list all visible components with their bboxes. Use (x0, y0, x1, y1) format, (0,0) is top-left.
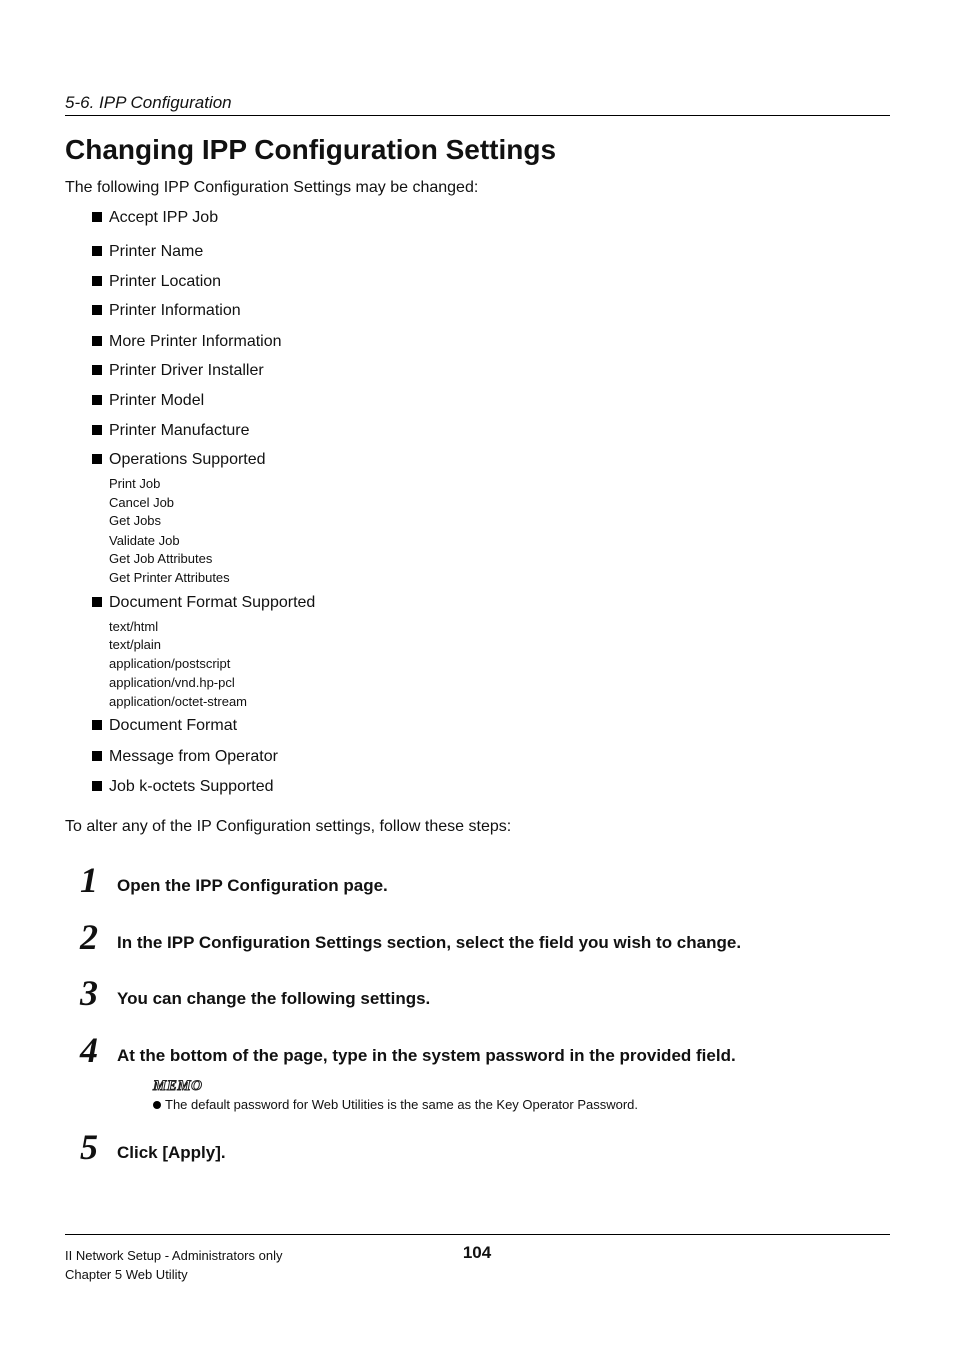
list-item: Printer Information (92, 301, 241, 321)
list-item: Printer Name (92, 242, 203, 262)
list-item: Job k-octets Supported (92, 777, 274, 797)
step-text: At the bottom of the page, type in the system password in the provided field. (117, 1046, 736, 1065)
footer-rule (65, 1234, 890, 1235)
sub-list-item: text/html (109, 619, 159, 634)
square-bullet-icon (92, 305, 102, 315)
memo-note: The default password for Web Utilities is the same as the Key Operator Password. (153, 1096, 638, 1113)
square-bullet-icon (92, 454, 102, 464)
step-number: 2 (80, 917, 98, 957)
step-text: Open the IPP Configuration page. (117, 876, 388, 895)
square-bullet-icon (92, 751, 102, 761)
step-number: 3 (80, 973, 98, 1013)
square-bullet-icon (92, 246, 102, 256)
sub-list-item: Get Job Attributes (109, 551, 213, 566)
footer-part-label: II Network Setup - Administrators only (65, 1248, 283, 1263)
sub-list-item: Print Job (109, 476, 161, 491)
section-header: 5-6. IPP Configuration (65, 93, 232, 112)
list-item: Accept IPP Job (92, 208, 218, 228)
list-item: Document Format Supported (92, 593, 315, 613)
square-bullet-icon (92, 276, 102, 286)
list-item: Message from Operator (92, 747, 278, 767)
step-text: You can change the following settings. (117, 989, 431, 1008)
step-number: 1 (80, 860, 98, 900)
list-item: Printer Manufacture (92, 421, 250, 441)
list-item: Printer Location (92, 272, 221, 292)
square-bullet-icon (92, 720, 102, 730)
sub-list-item: Validate Job (109, 533, 180, 548)
step-number: 5 (80, 1127, 98, 1167)
list-item: Printer Driver Installer (92, 361, 264, 381)
step-text: Click [Apply]. (117, 1143, 226, 1162)
square-bullet-icon (92, 425, 102, 435)
square-bullet-icon (92, 212, 102, 222)
square-bullet-icon (92, 395, 102, 405)
square-bullet-icon (92, 781, 102, 791)
footer-chapter-label: Chapter 5 Web Utility (65, 1267, 188, 1282)
intro-text: The following IPP Configuration Settings may be changed: (65, 179, 479, 196)
sub-list-item: application/octet-stream (109, 694, 248, 709)
square-bullet-icon (92, 336, 102, 346)
sub-list-item: application/vnd.hp-pcl (109, 675, 235, 690)
steps-intro: To alter any of the IP Configuration settings, follow these steps: (65, 818, 512, 835)
list-item: More Printer Information (92, 332, 282, 352)
page-number: 104 (462, 1243, 492, 1262)
square-bullet-icon (92, 365, 102, 375)
list-item: Operations Supported (92, 450, 266, 470)
step-text: In the IPP Configuration Settings section, select the field you wish to change. (117, 933, 742, 952)
header-rule (65, 115, 890, 116)
memo-label: MEMO (153, 1078, 203, 1094)
sub-list-item: Get Printer Attributes (109, 570, 230, 585)
sub-list-item: Get Jobs (109, 513, 162, 528)
sub-list-item: text/plain (109, 637, 162, 652)
square-bullet-icon (92, 597, 102, 607)
sub-list-item: Cancel Job (109, 495, 175, 510)
sub-list-item: application/postscript (109, 656, 231, 671)
round-bullet-icon (153, 1101, 161, 1109)
list-item: Document Format (92, 716, 237, 736)
page-title: Changing IPP Configuration Settings (65, 134, 557, 165)
list-item: Printer Model (92, 391, 204, 411)
step-number: 4 (80, 1030, 98, 1070)
